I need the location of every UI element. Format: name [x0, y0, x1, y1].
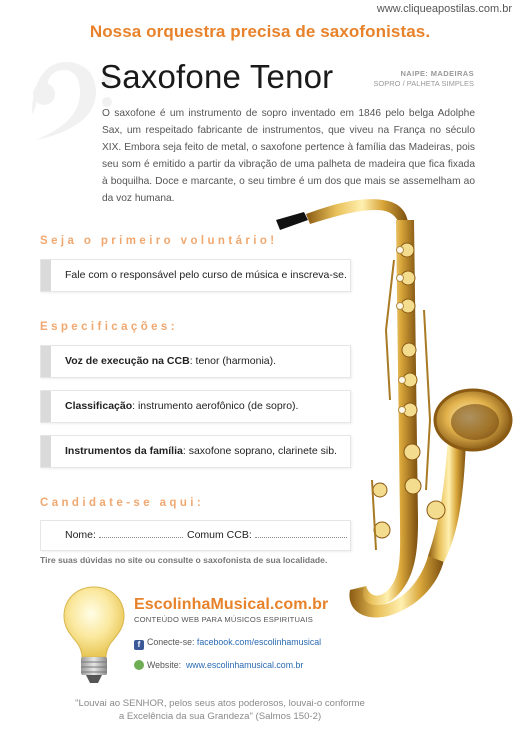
spec-voice	[65, 346, 276, 377]
light-bulb-icon	[60, 583, 128, 687]
name-blank[interactable]	[99, 526, 183, 538]
site-url[interactable]: www.cliqueapostilas.com.br	[376, 3, 512, 15]
box-accent-bar	[41, 260, 51, 291]
naipe-line-2: SOPRO / PALHETA SIMPLES	[373, 79, 474, 88]
globe-icon	[134, 660, 144, 670]
website-contact	[134, 660, 303, 670]
facebook-link[interactable]: facebook.com/escolinhamusical	[196, 637, 322, 647]
specs-heading: Especificações:	[40, 321, 178, 333]
naipe-info	[373, 69, 474, 89]
quote-line-2: a Excelência da sua Grandeza" (Salmos 150-2)	[118, 711, 322, 722]
spec-class	[65, 391, 298, 422]
ccb-label: Comum CCB:	[187, 529, 252, 541]
spec-class-label: Classificação	[65, 400, 133, 412]
saxophone-image	[268, 190, 518, 625]
site-tagline: CONTEÚDO WEB PARA MÚSICOS ESPIRITUAIS	[134, 615, 313, 624]
bass-clef-icon	[14, 44, 114, 144]
box-accent-bar	[41, 436, 51, 467]
naipe-line-1: NAIPE: MADEIRAS	[400, 69, 474, 78]
spec-family-value: : saxofone soprano, clarinete sib.	[182, 445, 337, 457]
spec-voice-label: Voz de execução na CCB	[65, 355, 190, 367]
help-note: Tire suas dúvidas no site ou consulte o saxofonista de sua localidade.	[40, 555, 328, 565]
site-logo[interactable]: EscolinhaMusical.com.br	[134, 596, 329, 613]
headline: Nossa orquestra precisa de saxofonistas.	[89, 22, 431, 41]
box-accent-bar	[41, 346, 51, 377]
spec-voice-value: : tenor (harmonia).	[189, 355, 277, 367]
name-field[interactable]	[65, 521, 183, 550]
volunteer-text: Fale com o responsável pelo curso de música e inscreva-se.	[65, 269, 347, 281]
name-label: Nome:	[65, 529, 96, 541]
candidate-heading: Candidate-se aqui:	[40, 497, 205, 509]
volunteer-heading: Seja o primeiro voluntário!	[40, 235, 278, 247]
box-accent-bar	[41, 391, 51, 422]
website-link[interactable]: www.escolinhamusical.com.br	[185, 660, 304, 670]
facebook-contact	[134, 637, 321, 650]
facebook-icon: f	[134, 640, 144, 650]
bible-quote	[40, 697, 400, 723]
facebook-label: Conecte-se:	[147, 637, 195, 647]
intro-paragraph: O saxofone é um instrumento de sopro inventado em 1846 pelo belga Adolphe Sax, um respeitado fabricante de instrumentos, que viveu na França no século XIX. Embora seja feito de metal, o saxofone pertence à família das Madeiras, pois seu som é emitido a partir da vibração de uma palheta de madeira que fica fixada à boquilha. Doce e marcante, o seu timbre é um dos que mais se assemelham ao da voz humana.	[102, 108, 475, 204]
page-title: Saxofone Tenor	[100, 58, 334, 95]
quote-line-1: "Louvai ao SENHOR, pelos seus atos poderosos, louvai-o conforme	[75, 698, 365, 709]
spec-class-value: : instrumento aerofônico (de sopro).	[132, 400, 299, 412]
website-label: Website:	[147, 660, 182, 670]
spec-family-label: Instrumentos da família	[65, 445, 183, 457]
